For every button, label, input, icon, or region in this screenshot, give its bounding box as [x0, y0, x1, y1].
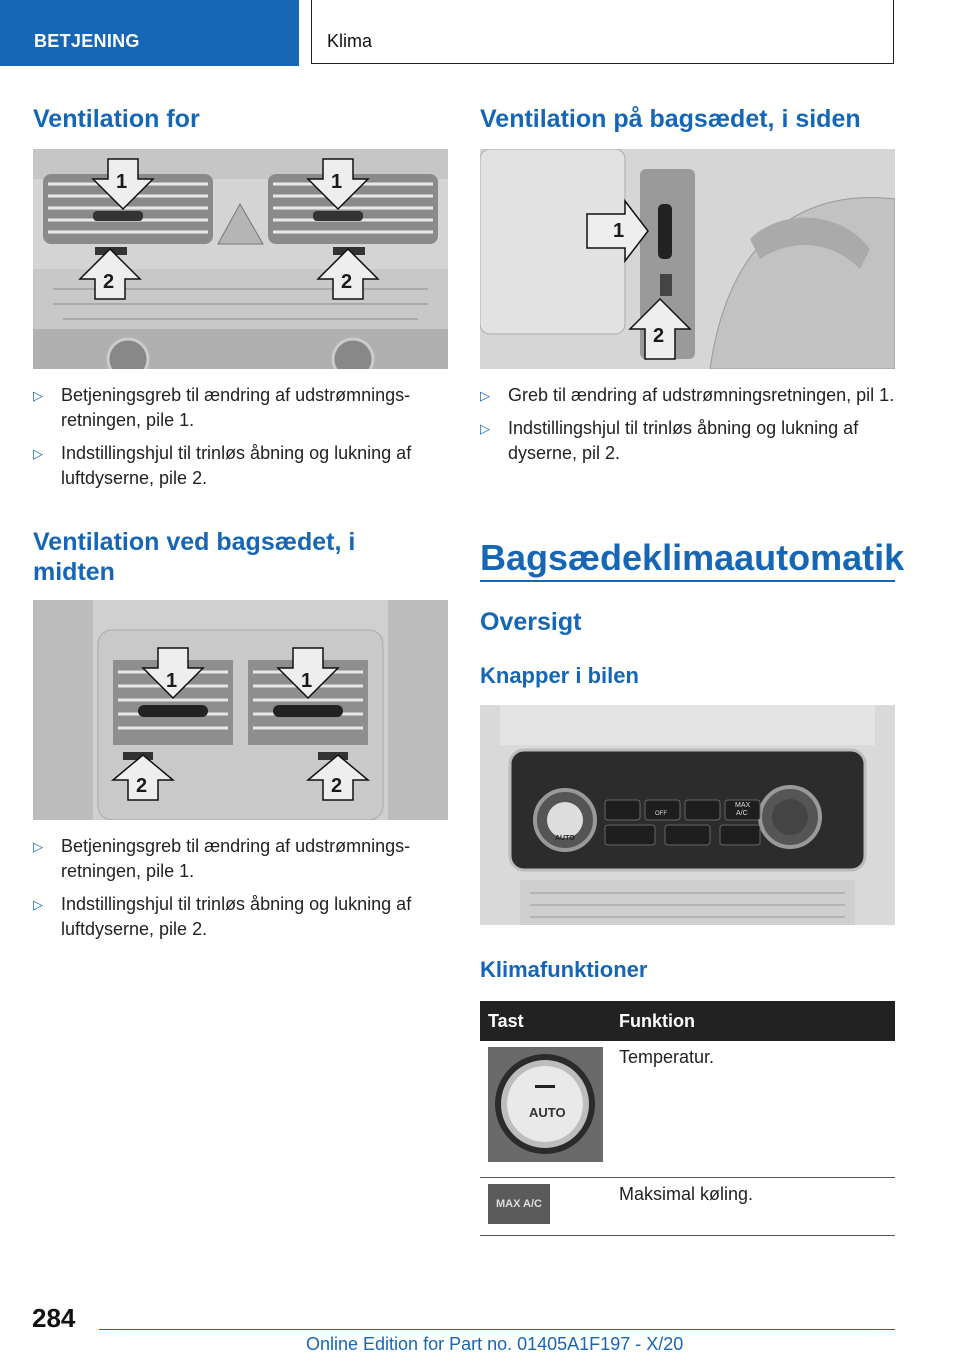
auto-knob-icon: [488, 1047, 603, 1162]
table-cell-function: Temperatur.: [611, 1041, 895, 1177]
table-cell-icon: [480, 1041, 611, 1177]
arrow-label-2: 2: [653, 325, 665, 347]
table-header-key: Tast: [480, 1001, 611, 1041]
list-rear-side-vents: [480, 383, 895, 474]
heading-underline: [480, 580, 895, 582]
table-header-row: [480, 1001, 895, 1041]
triangle-bullet-icon: ▷: [33, 446, 43, 461]
table-row: [480, 1041, 895, 1177]
list-item: ▷ Indstillingshjul til trinløs åbning og lukning af luftdyserne, pile 2.: [33, 443, 412, 488]
list-rear-center-vents: [33, 834, 448, 950]
max-ac-icon: MAX A/C: [488, 1184, 550, 1224]
heading-ventilation-front: Ventilation for: [33, 105, 200, 133]
chapter-tab: [311, 0, 894, 64]
table-cell-function: Maksimal køling.: [611, 1177, 895, 1235]
table-cell-icon: [480, 1177, 611, 1235]
section-label: BETJENING: [34, 31, 140, 51]
list-item: ▷ Betjeningsgreb til ændring af udstrømnings‐retningen, pile 1.: [33, 836, 411, 881]
heading-overview: Oversigt: [480, 608, 582, 636]
list-item: ▷ Indstillingshjul til trinløs åbning og lukning af dyserne, pil 2.: [480, 418, 859, 463]
table-header-function: Funktion: [611, 1001, 895, 1041]
heading-ventilation-rear-side: Ventilation på bagsædet, i siden: [480, 105, 861, 133]
chapter-label: Klima: [327, 31, 373, 51]
auto-label: AUTO: [555, 835, 575, 842]
climate-functions-table: [480, 1001, 895, 1236]
figure-rear-center-vents: [33, 600, 448, 820]
heading-buttons-in-car: Knapper i bilen: [480, 663, 639, 688]
figure-rear-side-vents: [480, 149, 895, 369]
section-tab: [0, 0, 299, 66]
off-label: OFF: [655, 811, 667, 817]
arrow-label-1: 1: [331, 171, 343, 193]
arrow-label-2: 2: [103, 271, 115, 293]
heading-climate-functions: Klimafunktioner: [480, 957, 648, 982]
chapter-heading: Bagsædeklimaautomatik: [480, 537, 905, 578]
arrow-label-1: 1: [301, 670, 313, 692]
triangle-bullet-icon: ▷: [33, 839, 43, 854]
list-front-vents: [33, 383, 448, 499]
list-item: ▷ Indstillingshjul til trinløs åbning og lukning af luftdyserne, pile 2.: [33, 894, 412, 939]
table-row: [480, 1177, 895, 1235]
max-label: MAX: [735, 802, 751, 809]
figure-front-vents: [33, 149, 448, 369]
ac-label: A/C: [736, 810, 748, 817]
triangle-bullet-icon: ▷: [33, 388, 43, 403]
page-number: 284: [32, 1303, 76, 1333]
arrow-label-1: 1: [613, 220, 625, 242]
arrow-label-2: 2: [136, 775, 148, 797]
arrow-label-2: 2: [341, 271, 353, 293]
arrow-label-1: 1: [166, 670, 178, 692]
auto-knob-label: AUTO: [529, 1105, 566, 1120]
arrow-label-1: 1: [116, 171, 128, 193]
footer-text: Online Edition for Part no. 01405A1F197 - X/20: [306, 1334, 684, 1354]
arrow-label-2: 2: [331, 775, 343, 797]
list-item: ▷ Greb til ændring af udstrømningsretningen, pil 1.: [480, 383, 895, 408]
list-item: ▷ Betjeningsgreb til ændring af udstrømnings‐retningen, pile 1.: [33, 385, 411, 430]
footer-rule: [99, 1329, 895, 1330]
triangle-bullet-icon: ▷: [480, 421, 490, 436]
triangle-bullet-icon: ▷: [480, 388, 490, 403]
heading-ventilation-rear-center: Ventilation ved bagsædet, i midten: [33, 528, 356, 586]
figure-rear-climate-panel: [480, 705, 895, 925]
triangle-bullet-icon: ▷: [33, 897, 43, 912]
